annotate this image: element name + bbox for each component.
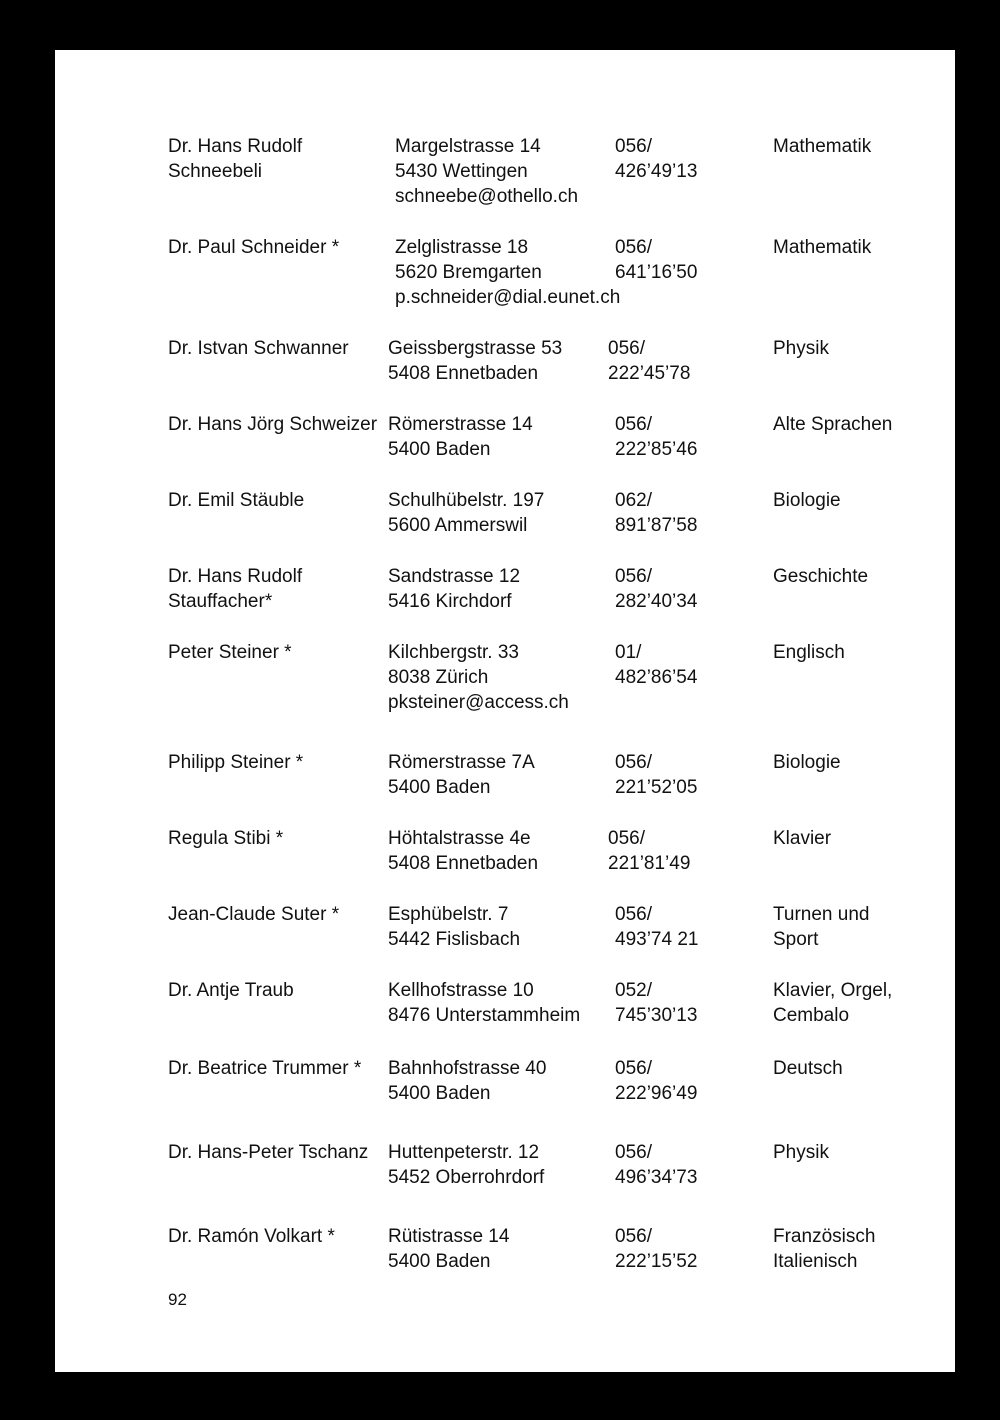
entry-phone-line: 056/ bbox=[615, 904, 652, 925]
entry-name bbox=[168, 1224, 393, 1249]
entry-subject bbox=[773, 1056, 953, 1081]
entry-phone-line: 056/ bbox=[615, 566, 652, 587]
entry-name-line: Peter Steiner * bbox=[168, 642, 292, 663]
entry-address-line: Esphübelstr. 7 bbox=[388, 904, 509, 925]
entry-phone-line: 282’40’34 bbox=[615, 591, 698, 612]
entry-address-line: 5408 Ennetbaden bbox=[388, 363, 539, 384]
entry-name bbox=[168, 750, 393, 775]
entry-name bbox=[168, 235, 393, 260]
entry-subject bbox=[773, 750, 953, 775]
entry-address bbox=[388, 336, 618, 386]
entry-phone-line: 221’81’49 bbox=[608, 853, 691, 874]
entry-name bbox=[168, 978, 393, 1003]
entry-subject-line: Französisch bbox=[773, 1226, 876, 1247]
entry-address-line: 5400 Baden bbox=[388, 1083, 491, 1104]
entry-name-line: Philipp Steiner * bbox=[168, 752, 304, 773]
entry-address bbox=[388, 1056, 618, 1106]
entry-phone-line: 056/ bbox=[615, 752, 652, 773]
entry-phone bbox=[615, 134, 765, 184]
entry-name bbox=[168, 412, 393, 437]
entry-address bbox=[388, 564, 618, 614]
entry-phone-line: 062/ bbox=[615, 490, 652, 511]
entry-subject-line: Klavier, Orgel, bbox=[773, 980, 893, 1001]
entry-phone bbox=[615, 1140, 765, 1190]
entry-phone-line: 493’74 21 bbox=[615, 929, 699, 950]
entry-subject bbox=[773, 412, 953, 437]
entry-name bbox=[168, 564, 393, 614]
entry-phone-line: 056/ bbox=[615, 1058, 652, 1079]
entry-address-line: 5400 Baden bbox=[388, 1251, 491, 1272]
entry-phone bbox=[615, 412, 765, 462]
entry-subject bbox=[773, 134, 953, 159]
entry-phone bbox=[615, 1224, 765, 1274]
entry-phone-line: 056/ bbox=[608, 828, 645, 849]
entry-address-line: Sandstrasse 12 bbox=[388, 566, 521, 587]
entry-phone-line: 221’52’05 bbox=[615, 777, 698, 798]
entry-address-line: Rütistrasse 14 bbox=[388, 1226, 510, 1247]
entry-address bbox=[388, 640, 618, 715]
entry-subject-line: Geschichte bbox=[773, 566, 869, 587]
entry-phone-line: 056/ bbox=[615, 136, 652, 157]
entry-name bbox=[168, 488, 393, 513]
entry-phone bbox=[608, 826, 758, 876]
entry-subject bbox=[773, 235, 953, 260]
entry-address-line: Schulhübelstr. 197 bbox=[388, 490, 545, 511]
entry-address-line: 5442 Fislisbach bbox=[388, 929, 521, 950]
entry-name bbox=[168, 336, 393, 361]
entry-subject-line: Sport bbox=[773, 929, 819, 950]
entry-address-line: Höhtalstrasse 4e bbox=[388, 828, 531, 849]
entry-subject-line: Physik bbox=[773, 1142, 829, 1163]
entry-phone bbox=[615, 902, 765, 952]
entry-phone-line: 426’49’13 bbox=[615, 161, 698, 182]
entry-address-line: Römerstrasse 14 bbox=[388, 414, 533, 435]
entry-address-line: Bahnhofstrasse 40 bbox=[388, 1058, 547, 1079]
entry-subject-line: Physik bbox=[773, 338, 829, 359]
entry-phone-line: 891’87’58 bbox=[615, 515, 698, 536]
entry-subject bbox=[773, 564, 953, 589]
entry-phone-line: 056/ bbox=[615, 414, 652, 435]
entry-address-line: Huttenpeterstr. 12 bbox=[388, 1142, 540, 1163]
entry-phone-line: 222’85’46 bbox=[615, 439, 698, 460]
entry-address bbox=[388, 412, 618, 462]
entry-phone bbox=[615, 1056, 765, 1106]
entry-address-line: 5620 Bremgarten bbox=[395, 262, 542, 283]
document-page bbox=[55, 50, 955, 1372]
entry-address-line: 8476 Unterstammheim bbox=[388, 1005, 581, 1026]
entry-address bbox=[395, 235, 625, 310]
entry-phone-line: 056/ bbox=[608, 338, 645, 359]
entry-address-line: Kellhofstrasse 10 bbox=[388, 980, 534, 1001]
entry-address-line: 5400 Baden bbox=[388, 777, 491, 798]
entry-address-line: Zelglistrasse 18 bbox=[395, 237, 529, 258]
entry-phone-line: 222’15’52 bbox=[615, 1251, 698, 1272]
entry-subject bbox=[773, 1224, 953, 1274]
entry-address-line: 5416 Kirchdorf bbox=[388, 591, 512, 612]
entry-subject-line: Turnen und bbox=[773, 904, 870, 925]
entry-phone-line: 056/ bbox=[615, 1142, 652, 1163]
entry-phone-line: 056/ bbox=[615, 237, 652, 258]
entry-subject bbox=[773, 978, 953, 1028]
entry-address-line: schneebe@othello.ch bbox=[395, 186, 579, 207]
entry-name bbox=[168, 640, 393, 665]
entry-subject-line: Cembalo bbox=[773, 1005, 850, 1026]
entry-address-line: Geissbergstrasse 53 bbox=[388, 338, 563, 359]
entry-subject bbox=[773, 826, 953, 851]
entry-phone-line: 641’16’50 bbox=[615, 262, 698, 283]
entry-address bbox=[388, 978, 618, 1028]
entry-name bbox=[168, 1140, 393, 1165]
entry-subject bbox=[773, 1140, 953, 1165]
entry-subject-line: Englisch bbox=[773, 642, 845, 663]
entry-name bbox=[168, 134, 393, 184]
entry-phone bbox=[615, 564, 765, 614]
entry-phone bbox=[615, 750, 765, 800]
entry-subject-line: Mathematik bbox=[773, 136, 872, 157]
entry-subject-line: Klavier bbox=[773, 828, 832, 849]
entry-name-line: Dr. Hans-Peter Tschanz bbox=[168, 1142, 369, 1163]
entry-address bbox=[388, 826, 618, 876]
entry-phone-line: 01/ bbox=[615, 642, 642, 663]
entry-name-line: Jean-Claude Suter * bbox=[168, 904, 340, 925]
entry-name bbox=[168, 826, 393, 851]
entry-address-line: Margelstrasse 14 bbox=[395, 136, 541, 157]
entry-address-line: Kilchbergstr. 33 bbox=[388, 642, 519, 663]
entry-address-line: p.schneider@dial.eunet.ch bbox=[395, 287, 621, 308]
entry-subject bbox=[773, 902, 953, 952]
entry-address-line: Römerstrasse 7A bbox=[388, 752, 535, 773]
entry-subject bbox=[773, 336, 953, 361]
entry-phone-line: 745’30’13 bbox=[615, 1005, 698, 1026]
entry-name-line: Dr. Beatrice Trummer * bbox=[168, 1058, 362, 1079]
entry-name bbox=[168, 902, 393, 927]
entry-subject-line: Deutsch bbox=[773, 1058, 843, 1079]
entry-subject bbox=[773, 488, 953, 513]
entry-address-line: 8038 Zürich bbox=[388, 667, 489, 688]
entry-phone-line: 052/ bbox=[615, 980, 652, 1001]
entry-address-line: 5600 Ammerswil bbox=[388, 515, 528, 536]
entry-address bbox=[395, 134, 625, 209]
entry-name-line: Dr. Antje Traub bbox=[168, 980, 294, 1001]
entry-name-line: Dr. Hans Rudolf bbox=[168, 136, 303, 157]
entry-address bbox=[388, 750, 618, 800]
entry-address-line: pksteiner@access.ch bbox=[388, 692, 569, 713]
entry-address-line: 5452 Oberrohrdorf bbox=[388, 1167, 545, 1188]
entry-name-line: Stauffacher* bbox=[168, 591, 273, 612]
entry-name-line: Dr. Hans Rudolf bbox=[168, 566, 303, 587]
entry-subject bbox=[773, 640, 953, 665]
entry-phone-line: 496’34’73 bbox=[615, 1167, 698, 1188]
entry-address bbox=[388, 1224, 618, 1274]
entry-subject-line: Alte Sprachen bbox=[773, 414, 893, 435]
entry-phone bbox=[615, 235, 765, 285]
entry-subject-line: Mathematik bbox=[773, 237, 872, 258]
entry-phone-line: 222’96’49 bbox=[615, 1083, 698, 1104]
entry-name-line: Dr. Paul Schneider * bbox=[168, 237, 340, 258]
entry-subject-line: Italienisch bbox=[773, 1251, 858, 1272]
entry-phone-line: 056/ bbox=[615, 1226, 652, 1247]
entry-name-line: Schneebeli bbox=[168, 161, 263, 182]
entry-address bbox=[388, 902, 618, 952]
entry-address-line: 5430 Wettingen bbox=[395, 161, 528, 182]
entry-address bbox=[388, 488, 618, 538]
entry-name-line: Dr. Ramón Volkart * bbox=[168, 1226, 335, 1247]
entry-subject-line: Biologie bbox=[773, 490, 841, 511]
entry-name-line: Dr. Istvan Schwanner bbox=[168, 338, 349, 359]
entry-name-line: Dr. Hans Jörg Schweizer bbox=[168, 414, 378, 435]
page-number: 92 bbox=[168, 1290, 187, 1309]
entry-address-line: 5408 Ennetbaden bbox=[388, 853, 539, 874]
entry-phone bbox=[615, 978, 765, 1028]
entry-phone bbox=[608, 336, 758, 386]
entry-address-line: 5400 Baden bbox=[388, 439, 491, 460]
entry-phone-line: 222’45’78 bbox=[608, 363, 691, 384]
entry-phone-line: 482’86’54 bbox=[615, 667, 698, 688]
entry-phone bbox=[615, 640, 765, 690]
entry-subject-line: Biologie bbox=[773, 752, 841, 773]
entry-name bbox=[168, 1056, 393, 1081]
entry-name-line: Regula Stibi * bbox=[168, 828, 284, 849]
entry-name-line: Dr. Emil Stäuble bbox=[168, 490, 305, 511]
entry-address bbox=[388, 1140, 618, 1190]
entry-phone bbox=[615, 488, 765, 538]
